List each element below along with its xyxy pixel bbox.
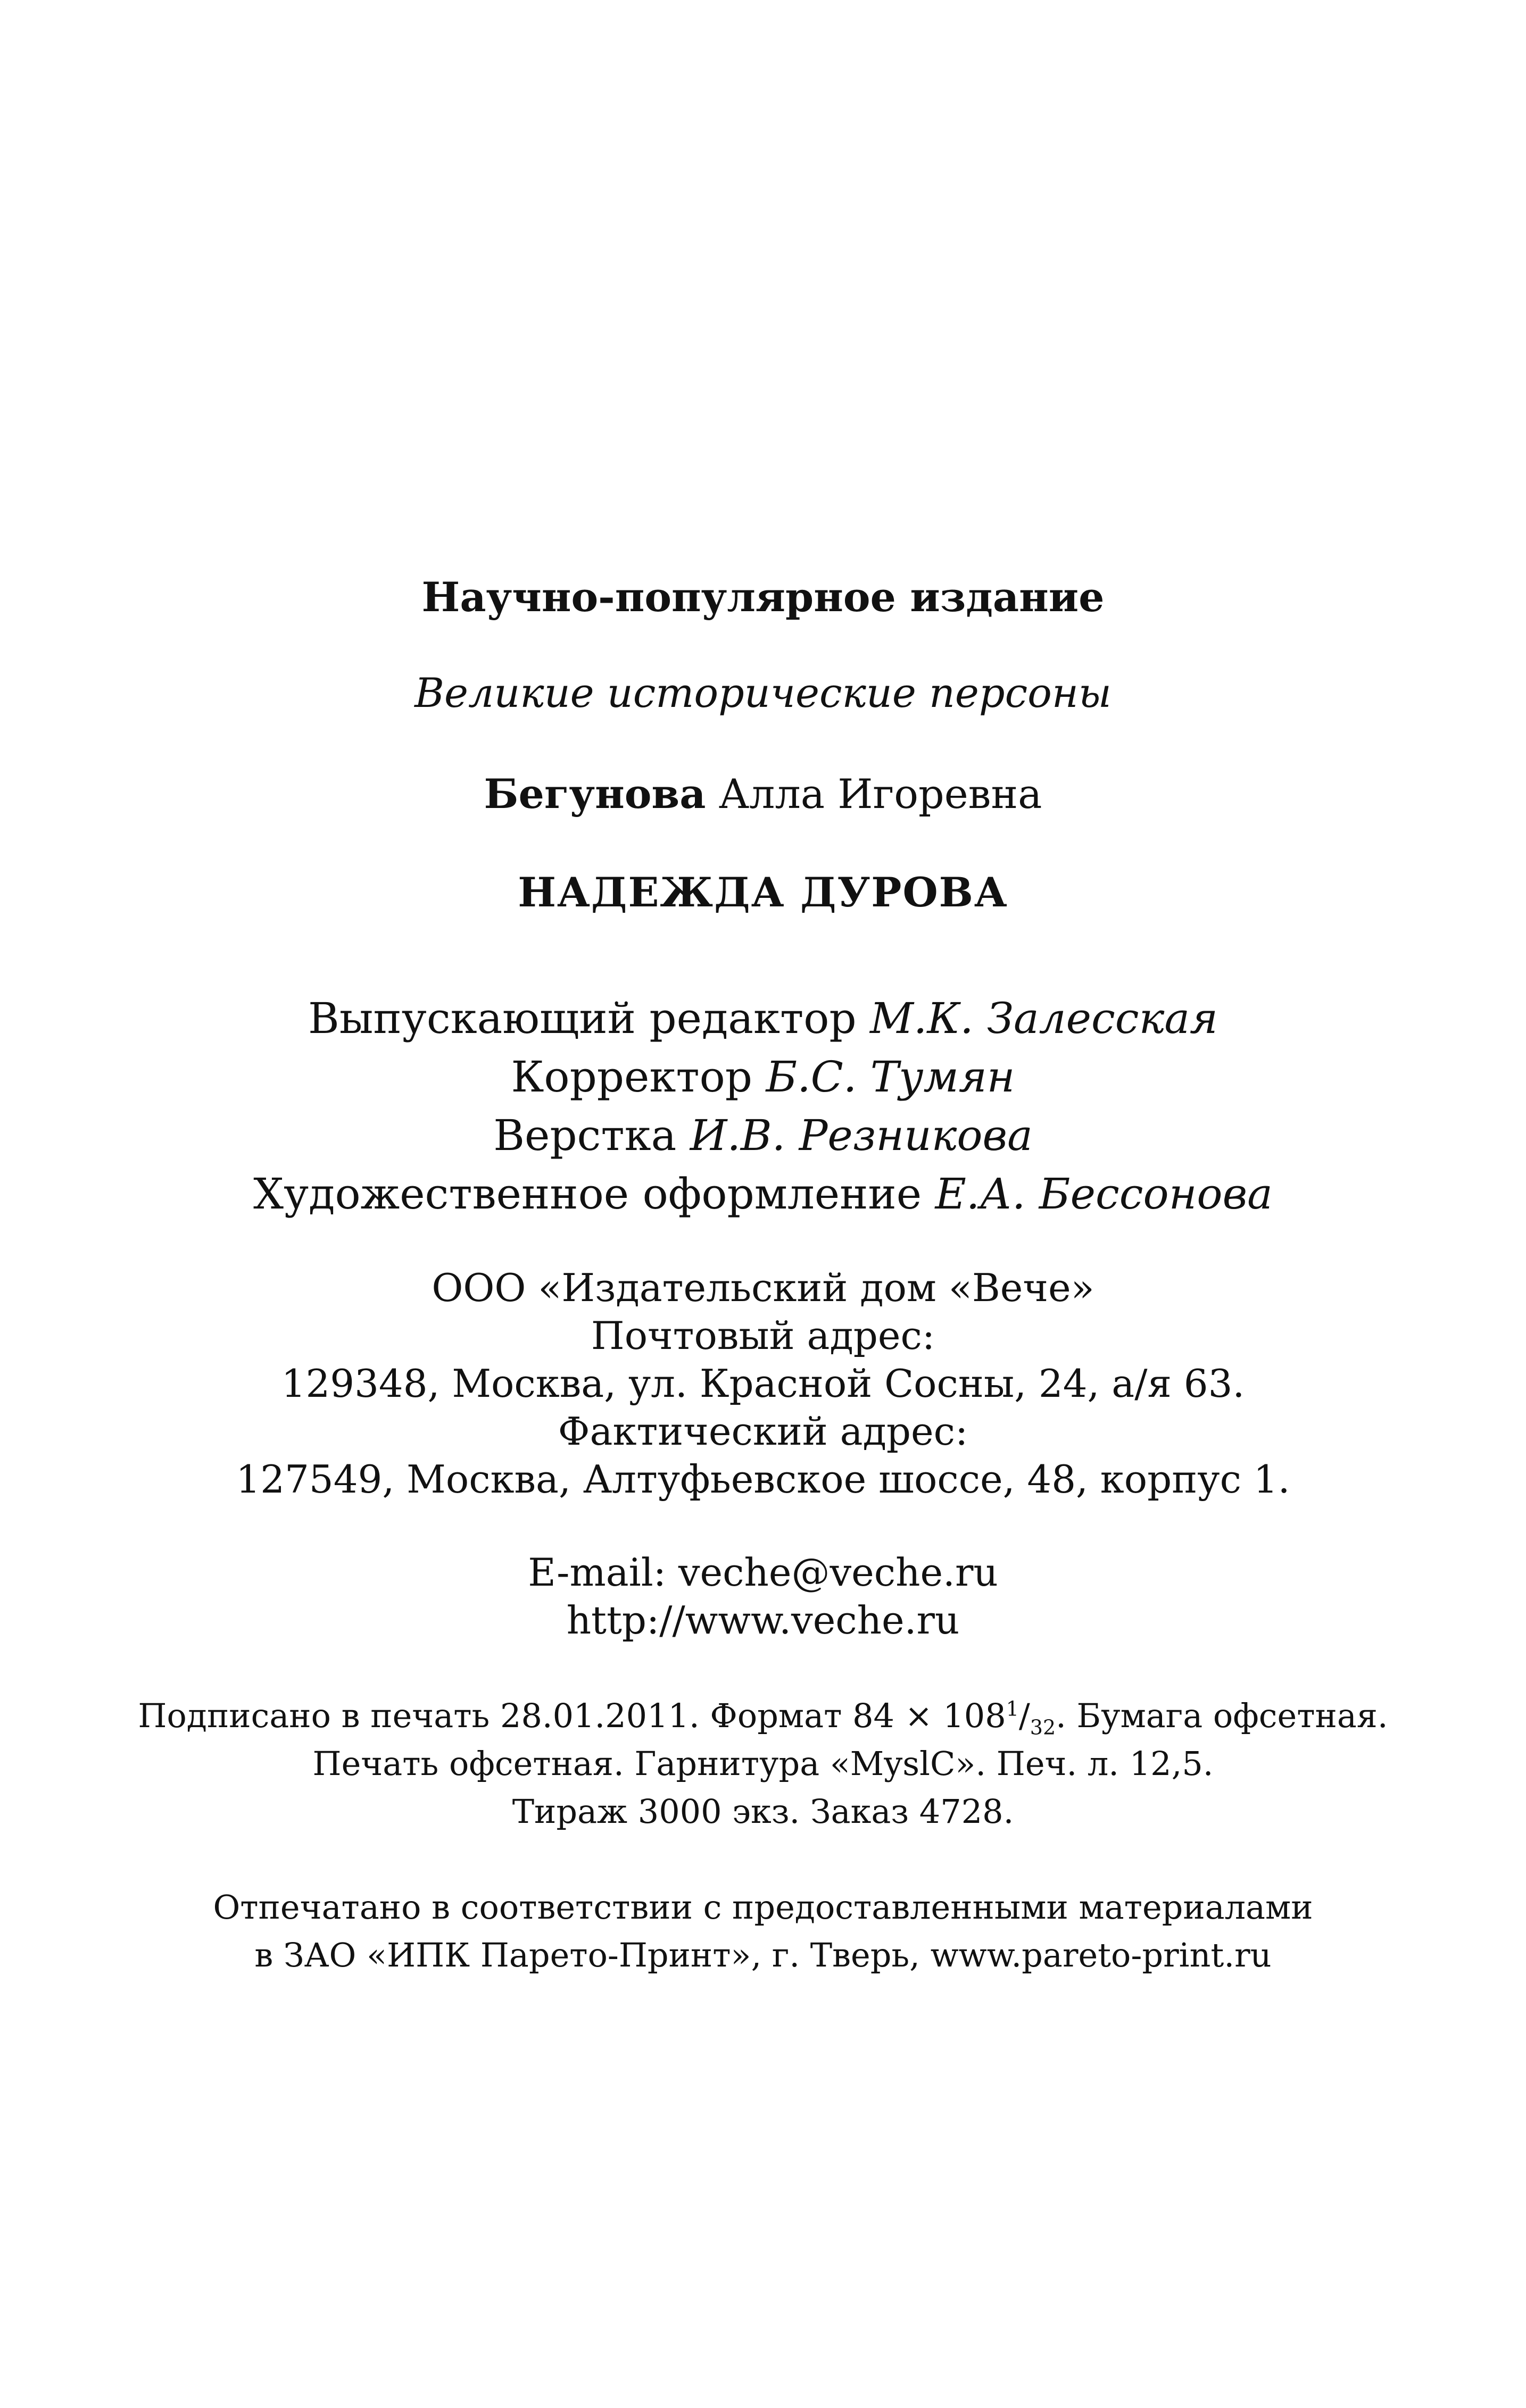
book-title: НАДЕЖДА ДУРОВА xyxy=(518,869,1008,916)
postal-address-label: Почтовый адрес: xyxy=(591,1313,935,1358)
postal-address: 129348, Москва, ул. Красной Сосны, 24, а/я 63. xyxy=(281,1361,1245,1406)
series-title: Великие исторические персоны xyxy=(414,669,1112,716)
publisher-name: ООО «Издательский дом «Вече» xyxy=(432,1265,1094,1310)
credit-line xyxy=(0,1111,1526,1160)
credit-line xyxy=(0,994,1526,1043)
website-line: http://www.veche.ru xyxy=(566,1598,960,1643)
author-given-names: Алла Игоревна xyxy=(718,770,1042,818)
credit-role: Верстка xyxy=(493,1111,677,1160)
credit-role: Корректор xyxy=(511,1052,752,1102)
format-slash: / xyxy=(1018,1696,1030,1735)
credit-role: Художественное оформление xyxy=(253,1169,922,1219)
print-signed-line xyxy=(0,1696,1526,1739)
print-signed-prefix: Подписано в печать 28.01.2011. Формат 84 × 108 xyxy=(138,1696,1006,1735)
credit-name: И.В. Резникова xyxy=(690,1111,1033,1160)
credit-name: Б.С. Тумян xyxy=(766,1052,1015,1102)
printed-by-line: Отпечатано в соответствии с предоставленными материалами xyxy=(213,1888,1313,1927)
credit-line xyxy=(0,1052,1526,1102)
print-signed-suffix: . Бумага офсетная. xyxy=(1056,1696,1388,1735)
edition-type: Научно-популярное издание xyxy=(421,573,1105,621)
printer-address-line: в ЗАО «ИПК Парето-Принт», г. Тверь, www.pareto-print.ru xyxy=(254,1936,1272,1974)
print-run-line: Тираж 3000 экз. Заказ 4728. xyxy=(512,1792,1014,1831)
actual-address-label: Фактический адрес: xyxy=(558,1409,968,1454)
actual-address: 127549, Москва, Алтуфьевское шоссе, 48, корпус 1. xyxy=(236,1457,1290,1502)
credit-role: Выпускающий редактор xyxy=(308,994,857,1043)
author-surname: Бегунова xyxy=(484,770,706,818)
author-line xyxy=(0,770,1526,818)
print-typeface-line: Печать офсетная. Гарнитура «MyslC». Печ. л. 12,5. xyxy=(312,1744,1214,1783)
credit-name: Е.А. Бессонова xyxy=(935,1169,1273,1219)
email-line: E-mail: veche@veche.ru xyxy=(528,1550,998,1595)
credit-line xyxy=(0,1169,1526,1219)
credit-name: М.К. Залесская xyxy=(870,994,1218,1043)
format-sup: 1 xyxy=(1006,1697,1019,1721)
format-sub: 32 xyxy=(1030,1715,1056,1739)
